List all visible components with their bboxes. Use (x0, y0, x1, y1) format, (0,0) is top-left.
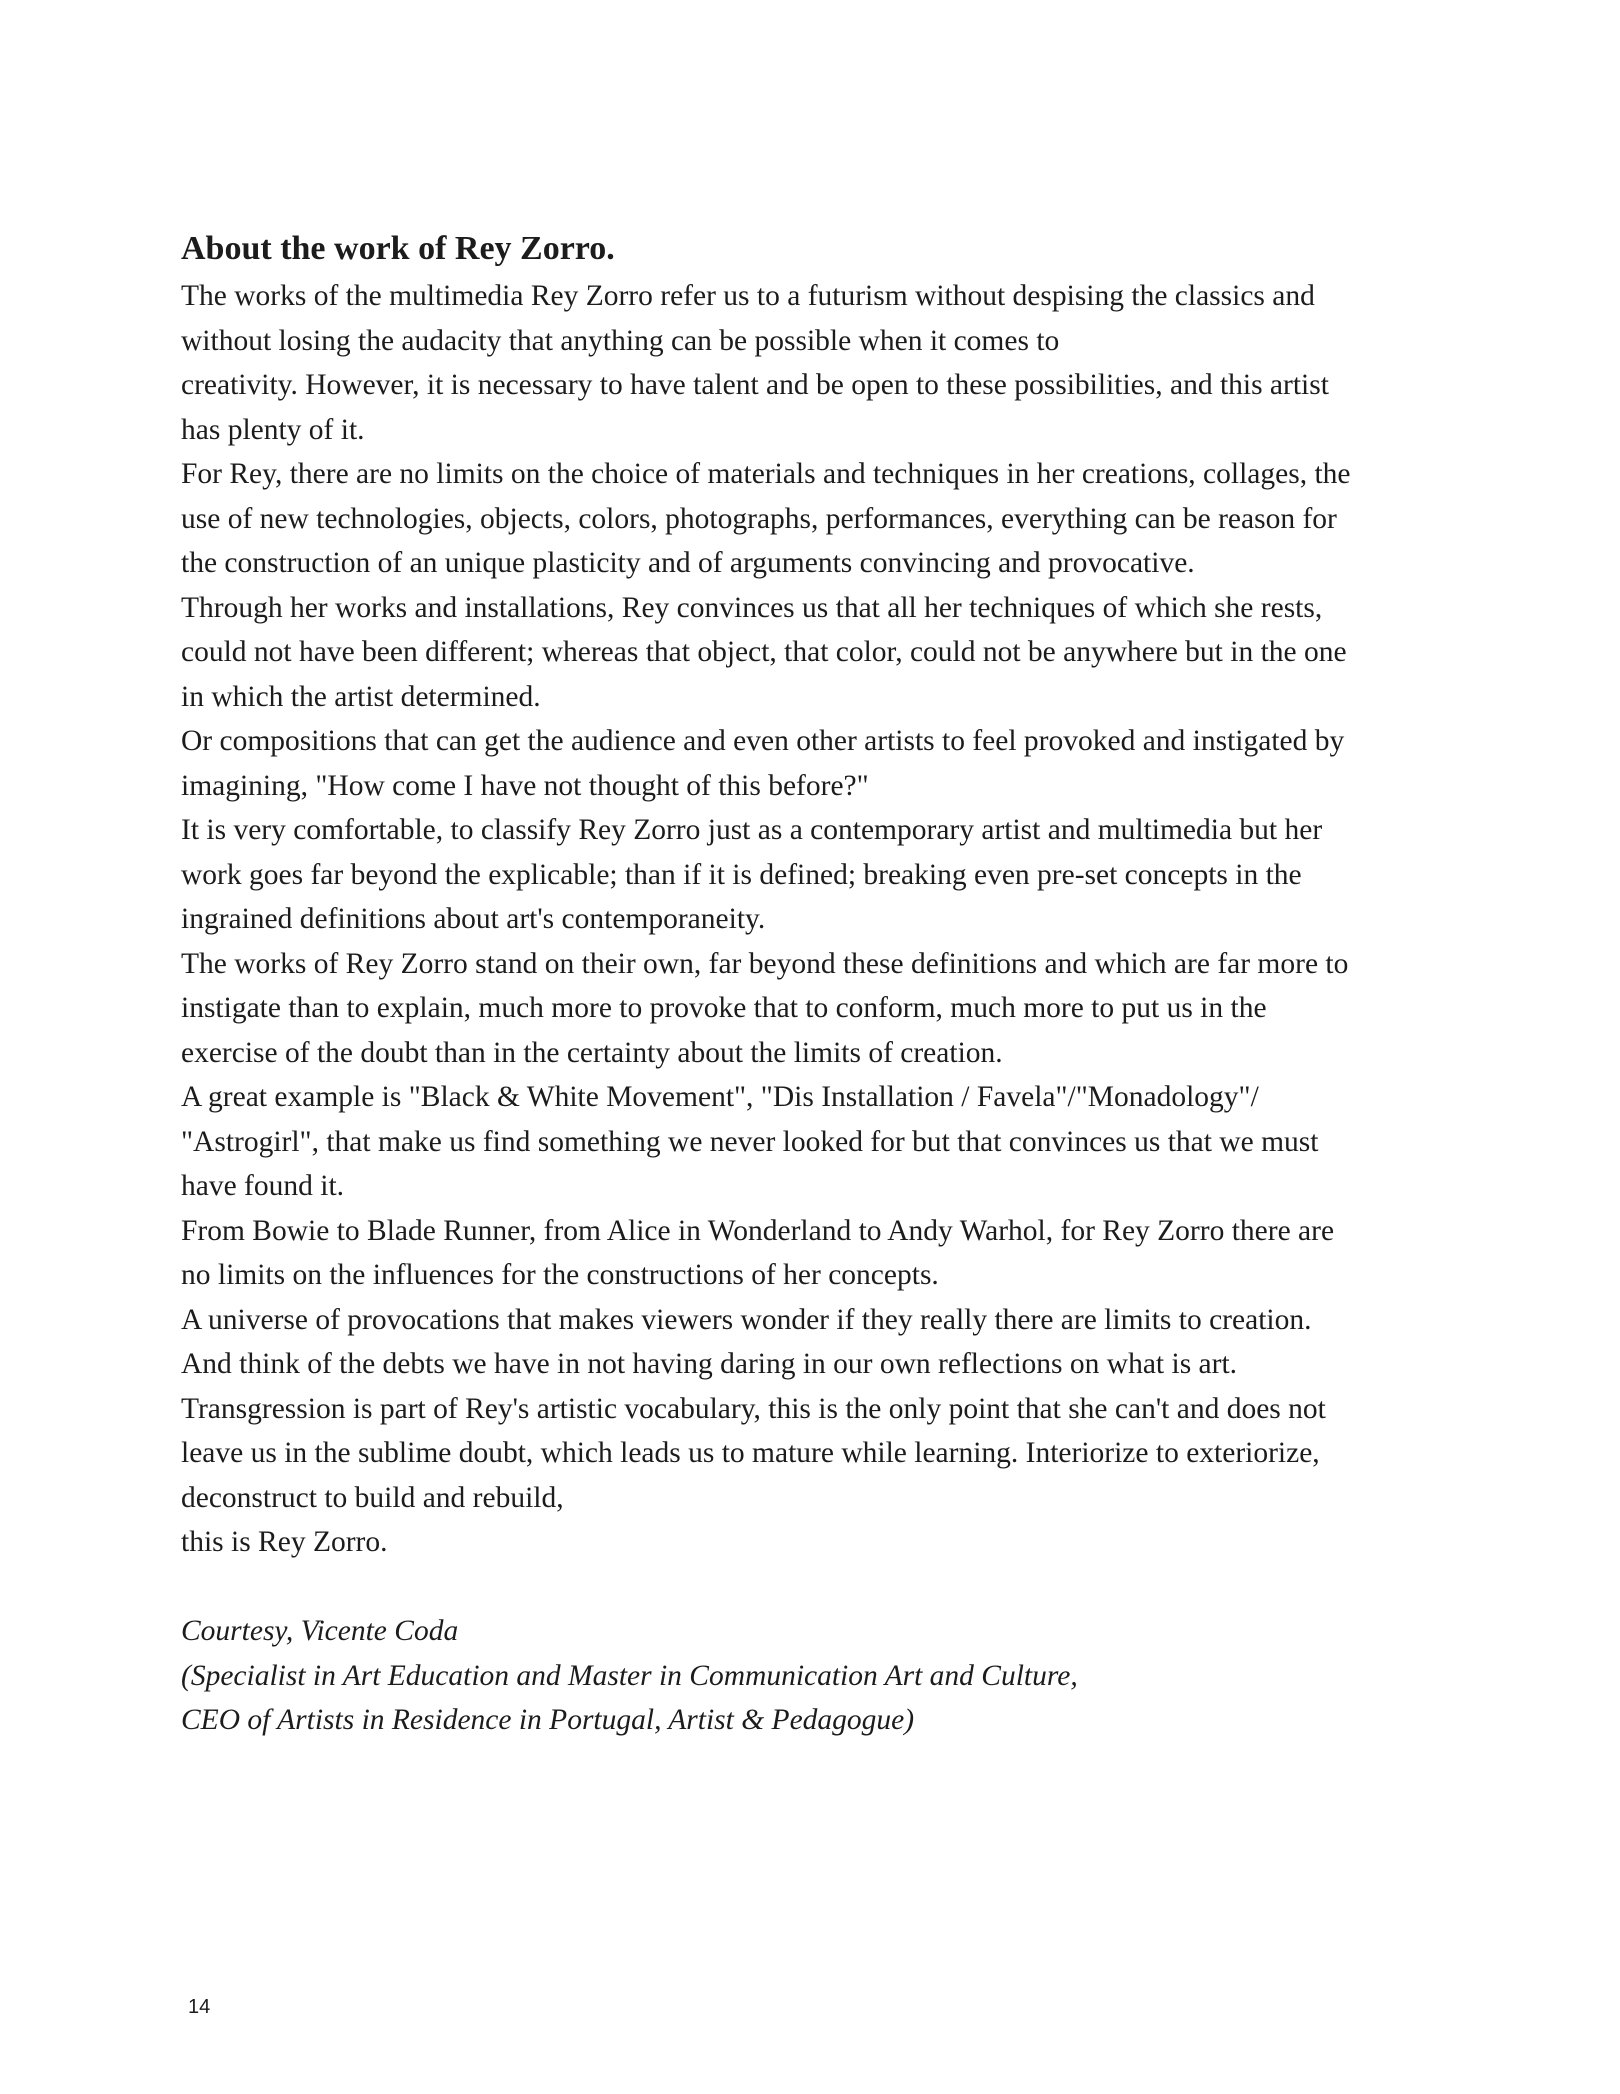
body-line: Transgression is part of Rey's artistic vocabulary, this is the only point that she can't and does not (181, 1392, 1326, 1425)
body-line: A universe of provocations that makes viewers wonder if they really there are limits to creation. (181, 1303, 1312, 1336)
body-line: imagining, "How come I have not thought of this before?" (181, 769, 869, 802)
body-line: It is very comfortable, to classify Rey Zorro just as a contemporary artist and multimedia but her (181, 814, 1323, 846)
body-line: has plenty of it. (181, 413, 365, 446)
body-line: From Bowie to Blade Runner, from Alice in Wonderland to Andy Warhol, for Rey Zorro there are (181, 1214, 1335, 1247)
body-line: creativity. However, it is necessary to have talent and be open to these possibilities, and this artist (181, 369, 1329, 401)
document-body (181, 224, 1471, 1743)
body-line: deconstruct to build and rebuild, (181, 1481, 564, 1514)
credit-line: CEO of Artists in Residence in Portugal, Artist & Pedagogue) (181, 1704, 915, 1736)
credit-line: Courtesy, Vicente Coda (181, 1615, 459, 1647)
page-title: About the work of Rey Zorro. (181, 230, 615, 267)
body-line: use of new technologies, objects, colors, photographs, performances, everything can be reason for (181, 502, 1337, 535)
body-line: Through her works and installations, Rey convinces us that all her techniques of which she rests, (181, 591, 1323, 624)
page-number: 14 (188, 1996, 211, 2018)
body-line: The works of the multimedia Rey Zorro refer us to a futurism without despising the classics and (181, 280, 1315, 312)
body-line: in which the artist determined. (181, 680, 541, 713)
credit-line: (Specialist in Art Education and Master in Communication Art and Culture, (181, 1659, 1078, 1692)
body-line: exercise of the doubt than in the certainty about the limits of creation. (181, 1036, 1003, 1069)
body-line: work goes far beyond the explicable; than if it is defined; breaking even pre-set concepts in the (181, 858, 1302, 891)
body-line: Or compositions that can get the audience and even other artists to feel provoked and instigated by (181, 725, 1345, 757)
body-line: have found it. (181, 1170, 345, 1202)
body-line: For Rey, there are no limits on the choice of materials and techniques in her creations, collages, the (181, 458, 1351, 490)
body-line: A great example is "Black & White Movement", "Dis Installation / Favela"/"Monadology"/ (181, 1081, 1259, 1113)
body-line: the construction of an unique plasticity and of arguments convincing and provocative. (181, 547, 1195, 579)
article-body (181, 274, 1471, 1565)
author-credit (181, 1609, 1471, 1743)
body-line: ingrained definitions about art's contemporaneity. (181, 903, 766, 935)
body-line: "Astrogirl", that make us find something we never looked for but that convinces us that we must (181, 1125, 1319, 1158)
body-line: this is Rey Zorro. (181, 1526, 388, 1558)
paragraph-spacer (181, 1565, 1471, 1610)
body-line: no limits on the influences for the constructions of her concepts. (181, 1259, 939, 1291)
body-line: could not have been different; whereas that object, that color, could not be anywhere but in the one (181, 636, 1347, 668)
body-line: leave us in the sublime doubt, which leads us to mature while learning. Interiorize to exteriorize, (181, 1437, 1320, 1469)
body-line: The works of Rey Zorro stand on their own, far beyond these definitions and which are far more to (181, 947, 1349, 980)
body-line: without losing the audacity that anything can be possible when it comes to (181, 324, 1060, 357)
body-line: instigate than to explain, much more to provoke that to conform, much more to put us in the (181, 992, 1267, 1024)
body-line: And think of the debts we have in not having daring in our own reflections on what is art. (181, 1348, 1238, 1380)
